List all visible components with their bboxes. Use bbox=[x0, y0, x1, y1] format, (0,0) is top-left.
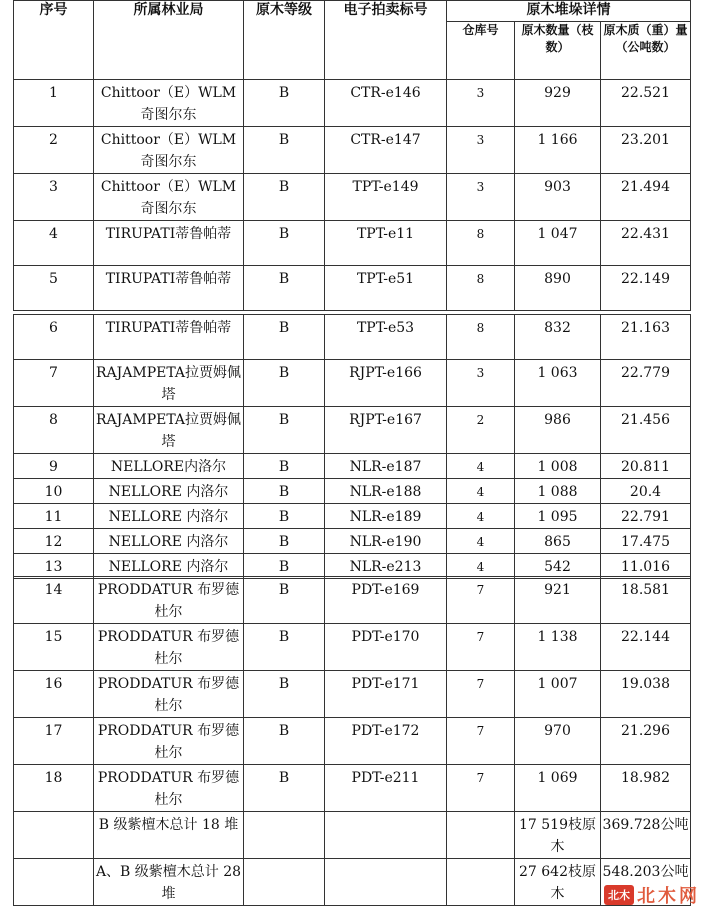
cell-grade: B bbox=[244, 80, 325, 127]
cell-grade: B bbox=[244, 671, 325, 718]
cell-weight: 17.475 bbox=[601, 529, 691, 554]
table-row bbox=[14, 577, 691, 624]
table-row bbox=[14, 266, 691, 311]
cell-seq: 5 bbox=[14, 266, 94, 311]
cell-quantity: 1 095 bbox=[515, 504, 601, 529]
cell-bureau: TIRUPATI蒂鲁帕蒂 bbox=[94, 221, 244, 266]
watermark bbox=[604, 881, 700, 909]
table-row bbox=[14, 454, 691, 479]
cell-seq: 8 bbox=[14, 407, 94, 454]
total-label: B 级紫檀木总计 18 堆 bbox=[94, 812, 244, 859]
table-row bbox=[14, 624, 691, 671]
cell-grade: B bbox=[244, 624, 325, 671]
cell-weight: 19.038 bbox=[601, 671, 691, 718]
cell-warehouse: 8 bbox=[447, 221, 515, 266]
total-weight: 548.203公吨 bbox=[601, 859, 691, 906]
cell-seq: 15 bbox=[14, 624, 94, 671]
cell-quantity: 903 bbox=[515, 174, 601, 221]
cell-lot: PDT-e170 bbox=[325, 624, 447, 671]
header-weight: 原木质（重）量（公吨数） bbox=[601, 22, 691, 80]
cell-warehouse: 8 bbox=[447, 266, 515, 311]
cell-weight: 23.201 bbox=[601, 127, 691, 174]
cell-quantity: 1 088 bbox=[515, 479, 601, 504]
cell-weight: 18.982 bbox=[601, 765, 691, 812]
cell-grade: B bbox=[244, 266, 325, 311]
timber-table-part-2 bbox=[13, 314, 691, 579]
cell-grade: B bbox=[244, 718, 325, 765]
timber-table-part-1 bbox=[13, 0, 691, 311]
cell-quantity: 986 bbox=[515, 407, 601, 454]
header-details: 原木堆垛详情 bbox=[447, 1, 691, 22]
cell-bureau: NELLORE 内洛尔 bbox=[94, 554, 244, 579]
cell-warehouse: 3 bbox=[447, 80, 515, 127]
cell-quantity: 1 138 bbox=[515, 624, 601, 671]
cell-lot: TPT-e11 bbox=[325, 221, 447, 266]
cell-grade: B bbox=[244, 127, 325, 174]
cell-grade: B bbox=[244, 577, 325, 624]
cell-weight: 21.163 bbox=[601, 315, 691, 360]
cell-bureau: PRODDATUR 布罗德杜尔 bbox=[94, 577, 244, 624]
cell-lot: CTR-e146 bbox=[325, 80, 447, 127]
cell-seq: 14 bbox=[14, 577, 94, 624]
cell-weight: 22.779 bbox=[601, 360, 691, 407]
table-row bbox=[14, 479, 691, 504]
cell-weight: 20.811 bbox=[601, 454, 691, 479]
table-row bbox=[14, 529, 691, 554]
cell-lot: NLR-e213 bbox=[325, 554, 447, 579]
cell-seq: 2 bbox=[14, 127, 94, 174]
cell-warehouse: 7 bbox=[447, 718, 515, 765]
cell-grade: B bbox=[244, 315, 325, 360]
cell-weight: 22.144 bbox=[601, 624, 691, 671]
cell-lot: NLR-e189 bbox=[325, 504, 447, 529]
cell-warehouse: 4 bbox=[447, 504, 515, 529]
cell-weight: 20.4 bbox=[601, 479, 691, 504]
table-row bbox=[14, 360, 691, 407]
cell-grade: B bbox=[244, 221, 325, 266]
total-quantity: 27 642枝原木 bbox=[515, 859, 601, 906]
cell-bureau: RAJAMPETA拉贾姆佩塔 bbox=[94, 360, 244, 407]
cell-bureau: PRODDATUR 布罗德杜尔 bbox=[94, 765, 244, 812]
cell-warehouse: 7 bbox=[447, 624, 515, 671]
cell-grade: B bbox=[244, 407, 325, 454]
cell-weight: 21.494 bbox=[601, 174, 691, 221]
cell-quantity: 1 008 bbox=[515, 454, 601, 479]
cell-bureau: PRODDATUR 布罗德杜尔 bbox=[94, 671, 244, 718]
cell-weight: 22.791 bbox=[601, 504, 691, 529]
cell-quantity: 832 bbox=[515, 315, 601, 360]
cell-bureau: Chittoor（E）WLM奇图尔东 bbox=[94, 127, 244, 174]
totals-rows bbox=[14, 812, 691, 906]
cell-bureau: RAJAMPETA拉贾姆佩塔 bbox=[94, 407, 244, 454]
cell-quantity: 1 069 bbox=[515, 765, 601, 812]
total-quantity: 17 519枝原木 bbox=[515, 812, 601, 859]
cell-warehouse: 7 bbox=[447, 577, 515, 624]
cell-warehouse: 7 bbox=[447, 765, 515, 812]
cell-warehouse: 3 bbox=[447, 360, 515, 407]
cell-quantity: 1 063 bbox=[515, 360, 601, 407]
cell-seq: 11 bbox=[14, 504, 94, 529]
header-quantity: 原木数量（枝数） bbox=[515, 22, 601, 80]
table-row bbox=[14, 554, 691, 579]
header-seq: 序号 bbox=[14, 1, 94, 80]
header-grade: 原木等级 bbox=[244, 1, 325, 80]
cell-weight: 22.431 bbox=[601, 221, 691, 266]
cell-warehouse: 4 bbox=[447, 479, 515, 504]
header-warehouse: 仓库号 bbox=[447, 22, 515, 80]
cell-warehouse: 8 bbox=[447, 315, 515, 360]
cell-quantity: 929 bbox=[515, 80, 601, 127]
cell-warehouse: 2 bbox=[447, 407, 515, 454]
cell-bureau: Chittoor（E）WLM 奇图尔东 bbox=[94, 174, 244, 221]
cell-lot: NLR-e187 bbox=[325, 454, 447, 479]
cell-bureau: PRODDATUR 布罗德杜尔 bbox=[94, 718, 244, 765]
cell-seq: 13 bbox=[14, 554, 94, 579]
cell-weight: 21.296 bbox=[601, 718, 691, 765]
cell-quantity: 542 bbox=[515, 554, 601, 579]
cell-seq: 16 bbox=[14, 671, 94, 718]
total-label: A、B 级紫檀木总计 28 堆 bbox=[94, 859, 244, 906]
cell-grade: B bbox=[244, 554, 325, 579]
table-row bbox=[14, 80, 691, 127]
cell-seq: 4 bbox=[14, 221, 94, 266]
header-lot: 电子拍卖标号 bbox=[325, 1, 447, 80]
cell-grade: B bbox=[244, 479, 325, 504]
cell-bureau: PRODDATUR 布罗德杜尔 bbox=[94, 624, 244, 671]
cell-warehouse: 4 bbox=[447, 529, 515, 554]
cell-seq: 18 bbox=[14, 765, 94, 812]
cell-grade: B bbox=[244, 765, 325, 812]
cell-bureau: NELLORE内洛尔 bbox=[94, 454, 244, 479]
section-1-rows bbox=[14, 80, 691, 311]
cell-seq: 6 bbox=[14, 315, 94, 360]
cell-weight: 11.016 bbox=[601, 554, 691, 579]
cell-lot: RJPT-e166 bbox=[325, 360, 447, 407]
cell-quantity: 1 047 bbox=[515, 221, 601, 266]
table-row bbox=[14, 765, 691, 812]
cell-warehouse: 4 bbox=[447, 554, 515, 579]
section-2-rows bbox=[14, 315, 691, 579]
cell-seq: 12 bbox=[14, 529, 94, 554]
cell-quantity: 890 bbox=[515, 266, 601, 311]
cell-bureau: Chittoor（E）WLM奇图尔东 bbox=[94, 80, 244, 127]
cell-seq: 9 bbox=[14, 454, 94, 479]
cell-seq: 17 bbox=[14, 718, 94, 765]
cell-bureau: NELLORE 内洛尔 bbox=[94, 529, 244, 554]
cell-weight: 21.456 bbox=[601, 407, 691, 454]
cell-warehouse: 7 bbox=[447, 671, 515, 718]
cell-weight: 22.149 bbox=[601, 266, 691, 311]
cell-lot: CTR-e147 bbox=[325, 127, 447, 174]
cell-quantity: 865 bbox=[515, 529, 601, 554]
cell-lot: PDT-e172 bbox=[325, 718, 447, 765]
watermark-logo: 北木 bbox=[604, 885, 634, 905]
table-row bbox=[14, 504, 691, 529]
cell-lot: NLR-e188 bbox=[325, 479, 447, 504]
cell-warehouse: 4 bbox=[447, 454, 515, 479]
cell-seq: 10 bbox=[14, 479, 94, 504]
cell-lot: TPT-e149 bbox=[325, 174, 447, 221]
cell-seq: 1 bbox=[14, 80, 94, 127]
table-row bbox=[14, 671, 691, 718]
cell-seq: 7 bbox=[14, 360, 94, 407]
table-row bbox=[14, 718, 691, 765]
table-row bbox=[14, 127, 691, 174]
cell-grade: B bbox=[244, 504, 325, 529]
cell-weight: 22.521 bbox=[601, 80, 691, 127]
cell-lot: TPT-e53 bbox=[325, 315, 447, 360]
watermark-brand: 北木网 bbox=[637, 886, 700, 907]
cell-quantity: 921 bbox=[515, 577, 601, 624]
cell-bureau: TIRUPATI蒂鲁帕蒂 bbox=[94, 315, 244, 360]
header-bureau: 所属林业局 bbox=[94, 1, 244, 80]
cell-quantity: 970 bbox=[515, 718, 601, 765]
cell-bureau: NELLORE 内洛尔 bbox=[94, 479, 244, 504]
cell-bureau: NELLORE 内洛尔 bbox=[94, 504, 244, 529]
cell-seq: 3 bbox=[14, 174, 94, 221]
table-row bbox=[14, 221, 691, 266]
cell-lot: NLR-e190 bbox=[325, 529, 447, 554]
cell-grade: B bbox=[244, 454, 325, 479]
table-row bbox=[14, 315, 691, 360]
cell-lot: TPT-e51 bbox=[325, 266, 447, 311]
cell-lot: PDT-e211 bbox=[325, 765, 447, 812]
total-weight: 369.728公吨 bbox=[601, 812, 691, 859]
cell-lot: RJPT-e167 bbox=[325, 407, 447, 454]
cell-grade: B bbox=[244, 529, 325, 554]
cell-grade: B bbox=[244, 360, 325, 407]
cell-quantity: 1 007 bbox=[515, 671, 601, 718]
timber-table-part-3 bbox=[13, 576, 691, 906]
cell-warehouse: 3 bbox=[447, 127, 515, 174]
table-row bbox=[14, 174, 691, 221]
totals-row-ab-grade bbox=[14, 859, 691, 906]
cell-warehouse: 3 bbox=[447, 174, 515, 221]
cell-grade: B bbox=[244, 174, 325, 221]
table-row bbox=[14, 407, 691, 454]
cell-lot: PDT-e171 bbox=[325, 671, 447, 718]
header-rows bbox=[14, 1, 691, 80]
totals-row-b-grade bbox=[14, 812, 691, 859]
cell-lot: PDT-e169 bbox=[325, 577, 447, 624]
cell-quantity: 1 166 bbox=[515, 127, 601, 174]
section-3-rows bbox=[14, 577, 691, 812]
cell-bureau: TIRUPATI蒂鲁帕蒂 bbox=[94, 266, 244, 311]
cell-weight: 18.581 bbox=[601, 577, 691, 624]
